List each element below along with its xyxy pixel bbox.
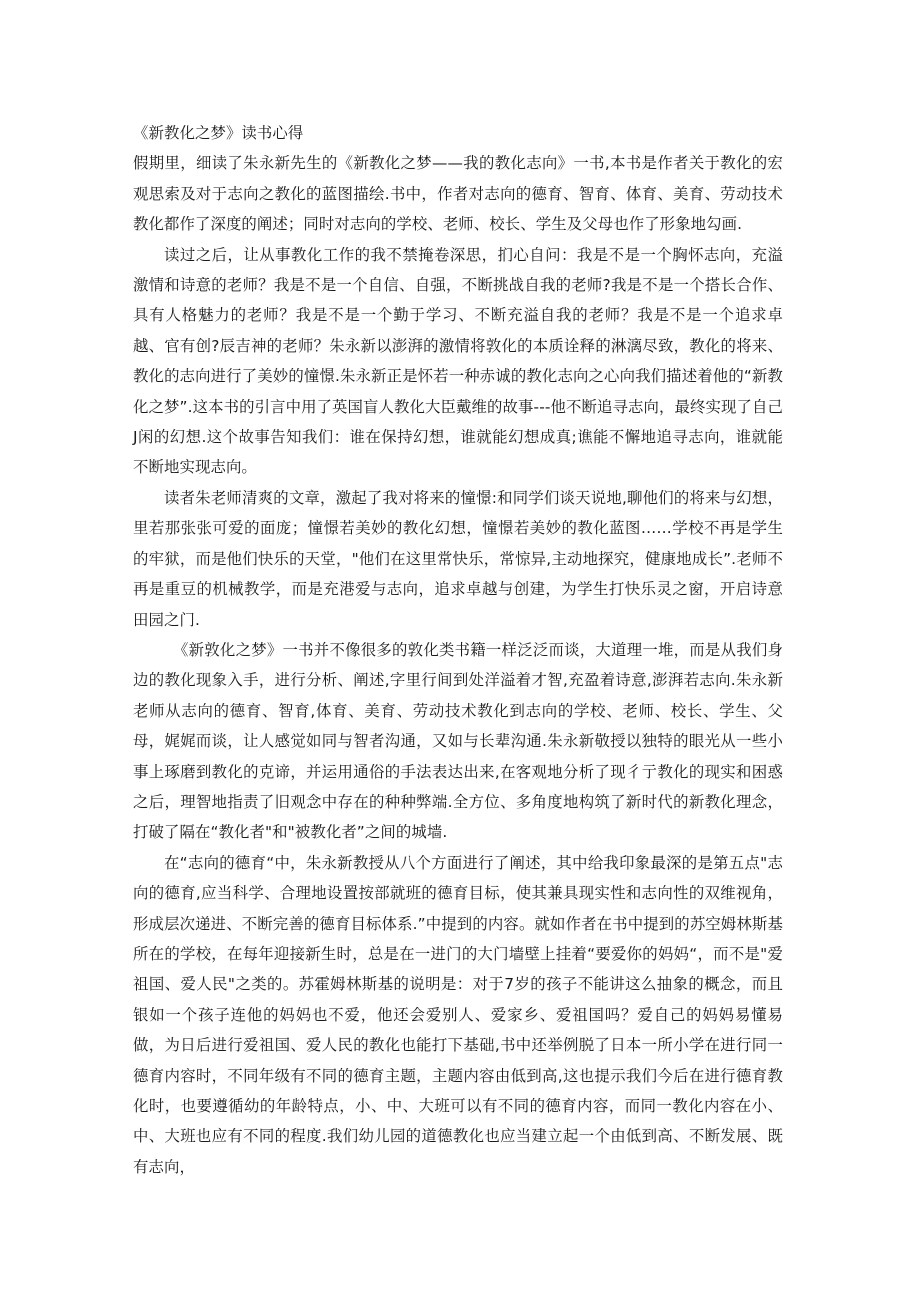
document-title: 《新教化之梦》读书心得	[133, 124, 304, 142]
paragraph-vision: 读者朱老师清爽的文章，激起了我对将来的憧憬:和同学们谈天说地,聊他们的将来与幻想，里若那张张可爱的面庞；憧憬若美妙的教化幻想，憧憬若美妙的教化蓝图……学校不再是学生的牢狱，而是他们快乐的天堂，"他们在这里常快乐，常惊异,主动地探究，健康地成长”.老师不再是重豆的机械教学，而是充港爱与志向，追求卓越与创建，为学生打快乐灵之窗，开启诗意田园之门.	[133, 488, 783, 629]
paragraph-intro: 假期里，细读了朱永新先生的《新教化之梦——我的教化志向》一书,本书是作者关于教化的宏观思索及对于志向之教化的蓝图描绘.书中，作者对志向的德育、智育、体育、美育、劳动技术教化都作了深度的阐述；同时对志向的学校、老师、校长、学生及父母也作了形象地勾画.	[133, 154, 783, 234]
document-body	[133, 118, 783, 1182]
paragraph-analysis: 《新敦化之梦》一书并不像很多的敦化类书籍一样泛泛而谈，大道理一堆，而是从我们身边的教化现象入手，进行分析、阐述,字里行间到处洋溢着才智,充盈着诗意,澎湃若志向.朱永新老师从志向的德育、智育,体育、美育、劳动技术教化到志向的学校、老师、校长、学生、父母，娓娓而谈，让人感觉如同与智者沟通，又如与长辈沟通.朱永新敬授以独特的眼光从一些小事上琢磨到教化的克谛，并运用通俗的手法表达出来,在客观地分析了现彳亍教化的现实和困惑之后，理智地指责了旧观念中存在的种种弊端.全方位、多角度地构筑了新时代的新教化理念，打破了隔在“教化者"和"被教化者”之间的城墙.	[133, 640, 783, 842]
paragraph-moral-education: 在“志向的德育“中，朱永新教授从八个方面进行了阐述，其中给我印象最深的是第五点"志向的德育,应当科学、合理地设置按部就班的德育目标，使其兼具现实性和志向性的双维视角，形成层次递进、不断完善的德育目标体系.”中提到的内容。就如作者在书中提到的苏空姆林斯基所在的学校，在每年迎接新生时，总是在一进门的大门墙壁上挂着“要爱你的妈妈“，而不是"爱祖国、爱人民"之类的。苏霍姆林斯基的说明是：对于7岁的孩子不能讲这么抽象的概念，而且银如一个孩子连他的妈妈也不爱，他还会爱别人、爱家乡、爱祖国吗？爱自己的妈妈易懂易做，为日后进行爱祖国、爱人民的教化也能打下基础,书中还举例脱了日本一所小学在进行同一德育内容时，不同年级有不同的德育主题，主题内容由低到高,这也提示我们今后在进行德育教化时，也要遵循幼的年龄特点，小、中、大班可以有不同的德育内容，而同一教化内容在小、中、大班也应有不同的程度.我们幼儿园的道德教化也应当建立起一个由低到高、不断发展、既有志向，	[133, 853, 783, 1176]
paragraph-reflection: 读过之后，让从事教化工作的我不禁掩卷深思，扪心自问：我是不是一个胸怀志向，充溢激情和诗意的老师？我是不是一个自信、自强，不断挑战自我的老师?我是不是一个搭长合作、具有人格魅力的老师？我是不是一个勤于学习、不断充溢自我的老师？我是不是一个追求卓越、官有创?辰吉神的老师？朱永新以澎湃的激情将敦化的本质诠释的淋漓尽致，教化的将来、教化的志向进行了美妙的憧憬.朱永新正是怀若一种赤诚的教化志向之心向我们描述着他的“新教化之梦”.这本书的引言中用了英国盲人教化大臣戴维的故事---他不断追寻志向，最终实现了自己J闲的幻想.这个故事告知我们：谁在保持幻想，谁就能幻想成真;谯能不懈地追寻志向，谁就能不断地实现志向。	[133, 245, 783, 477]
